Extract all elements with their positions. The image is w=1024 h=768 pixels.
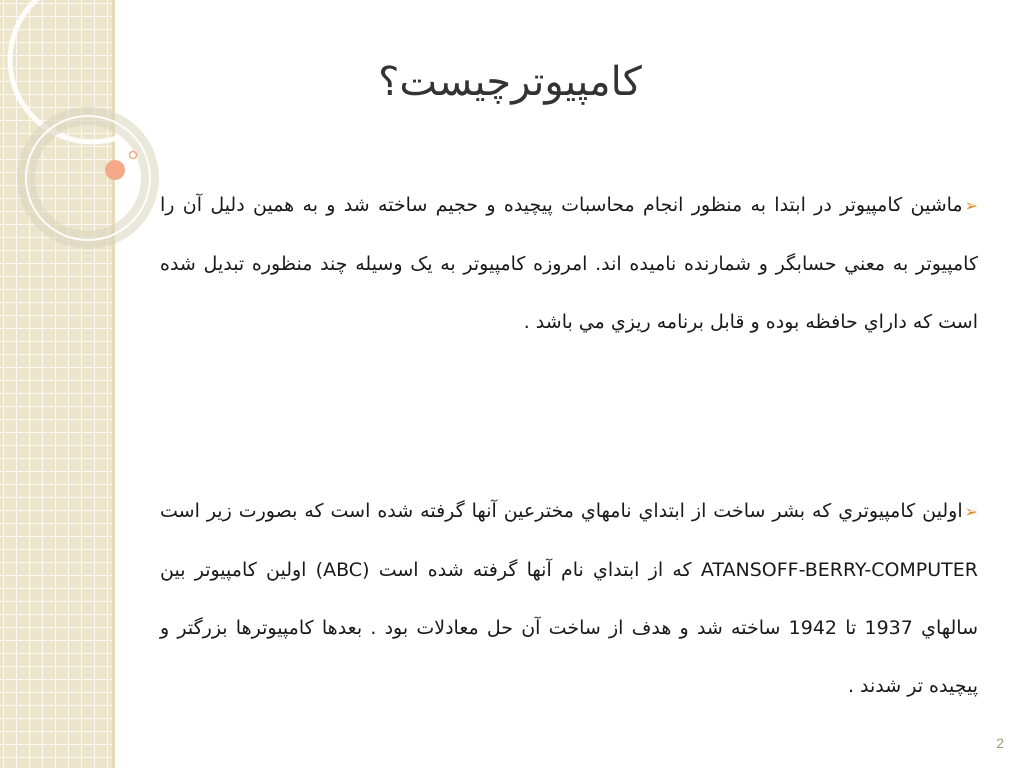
bullet-text: ماشين كامپيوتر در ابتدا به منظور انجام محاسبات پيچيده و حجيم ساخته شد و به همين دليل آن را كامپيوتر به معني حسابگر و شمارنده ناميده اند. امروزه كامپيوتر به يک وسيله چند منظوره تبديل شده است كه داراي حافظه بوده و قابل برنامه ريزي مي باشد . [160,194,978,333]
slide-title: كامپيوترچيست؟ [378,59,642,105]
page-number: 2 [996,735,1004,751]
arrow-bullet-icon: ➢ [964,196,978,215]
decor-ring-mid-inner [26,116,150,240]
arrow-bullet-icon: ➢ [964,502,978,521]
decorative-circles [0,0,150,260]
decor-dot-small [130,152,137,159]
bullet-text: اولين كامپيوتري كه بشر ساخت از ابتداي نامهاي مخترعين آنها گرفته شده است كه بصورت زير است ATANSOFF-BERRY-COMPUTER كه از ابتداي نام آنها گرفته شده است (ABC) اولين كامپيوتر بين سالهاي 1937 تا 1942 ساخته شد و هدف از ساخت آن حل معادلات بود . بعدها كامپيوترها بزرگتر و پيچيده تر شدند . [160,500,978,697]
bullet-paragraph [160,176,978,351]
bullet-paragraph [160,482,978,715]
decor-dot-large [105,160,125,180]
